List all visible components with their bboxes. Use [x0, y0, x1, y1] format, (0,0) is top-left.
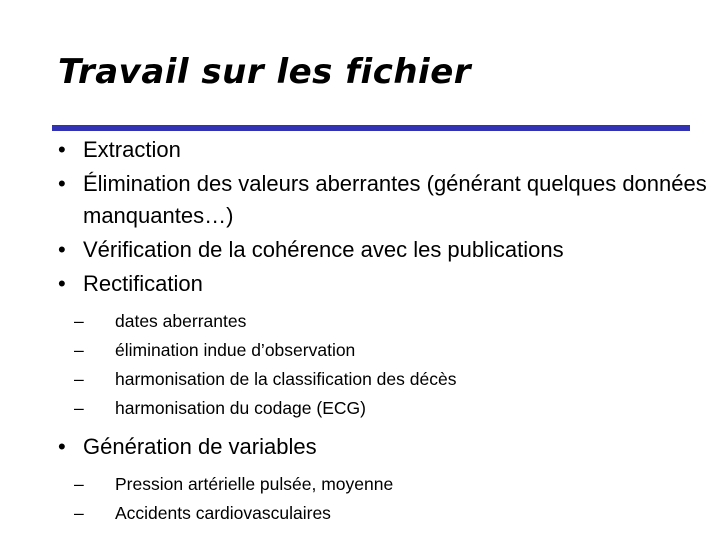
bullet-item	[58, 134, 708, 166]
sub-bullet-text: harmonisation du codage (ECG)	[115, 398, 366, 418]
bullet-text: Génération de variables	[83, 434, 317, 459]
title-divider	[52, 125, 690, 131]
bullet-item	[58, 431, 708, 463]
sub-bullet-item	[58, 394, 708, 423]
bullet-text: Élimination des valeurs aberrantes (générant quelques données manquantes…)	[83, 171, 707, 228]
bullet-glyph: •	[58, 137, 66, 162]
dash-glyph: –	[74, 369, 84, 389]
bullet-list	[58, 134, 708, 536]
bullet-glyph: •	[58, 434, 66, 459]
sub-bullet-item	[58, 365, 708, 394]
sub-bullet-text: dates aberrantes	[115, 311, 247, 331]
sub-bullet-text: Pression artérielle pulsée, moyenne	[115, 474, 394, 494]
sub-bullet-item	[58, 499, 708, 528]
sub-bullet-item	[58, 336, 708, 365]
sub-bullet-text: élimination indue d’observation	[115, 340, 356, 360]
bullet-text: Rectification	[83, 271, 203, 296]
bullet-text: Extraction	[83, 137, 181, 162]
sub-bullet-item	[58, 307, 708, 336]
sub-bullet-item	[58, 470, 708, 499]
bullet-glyph: •	[58, 171, 66, 196]
bullet-glyph: •	[58, 237, 66, 262]
sub-bullet-list	[58, 307, 708, 423]
bullet-item	[58, 168, 708, 232]
sub-bullet-list	[58, 470, 708, 528]
dash-glyph: –	[74, 503, 84, 523]
sub-bullet-text: harmonisation de la classification des décès	[115, 369, 457, 389]
bullet-item	[58, 268, 708, 300]
dash-glyph: –	[74, 340, 84, 360]
dash-glyph: –	[74, 398, 84, 418]
dash-glyph: –	[74, 474, 84, 494]
bullet-text: Vérification de la cohérence avec les publications	[83, 237, 564, 262]
slide-title: Travail sur les fichier	[58, 52, 472, 92]
sub-bullet-text: Accidents cardiovasculaires	[115, 503, 331, 523]
bullet-glyph: •	[58, 271, 66, 296]
bullet-item	[58, 234, 708, 266]
dash-glyph: –	[74, 311, 84, 331]
